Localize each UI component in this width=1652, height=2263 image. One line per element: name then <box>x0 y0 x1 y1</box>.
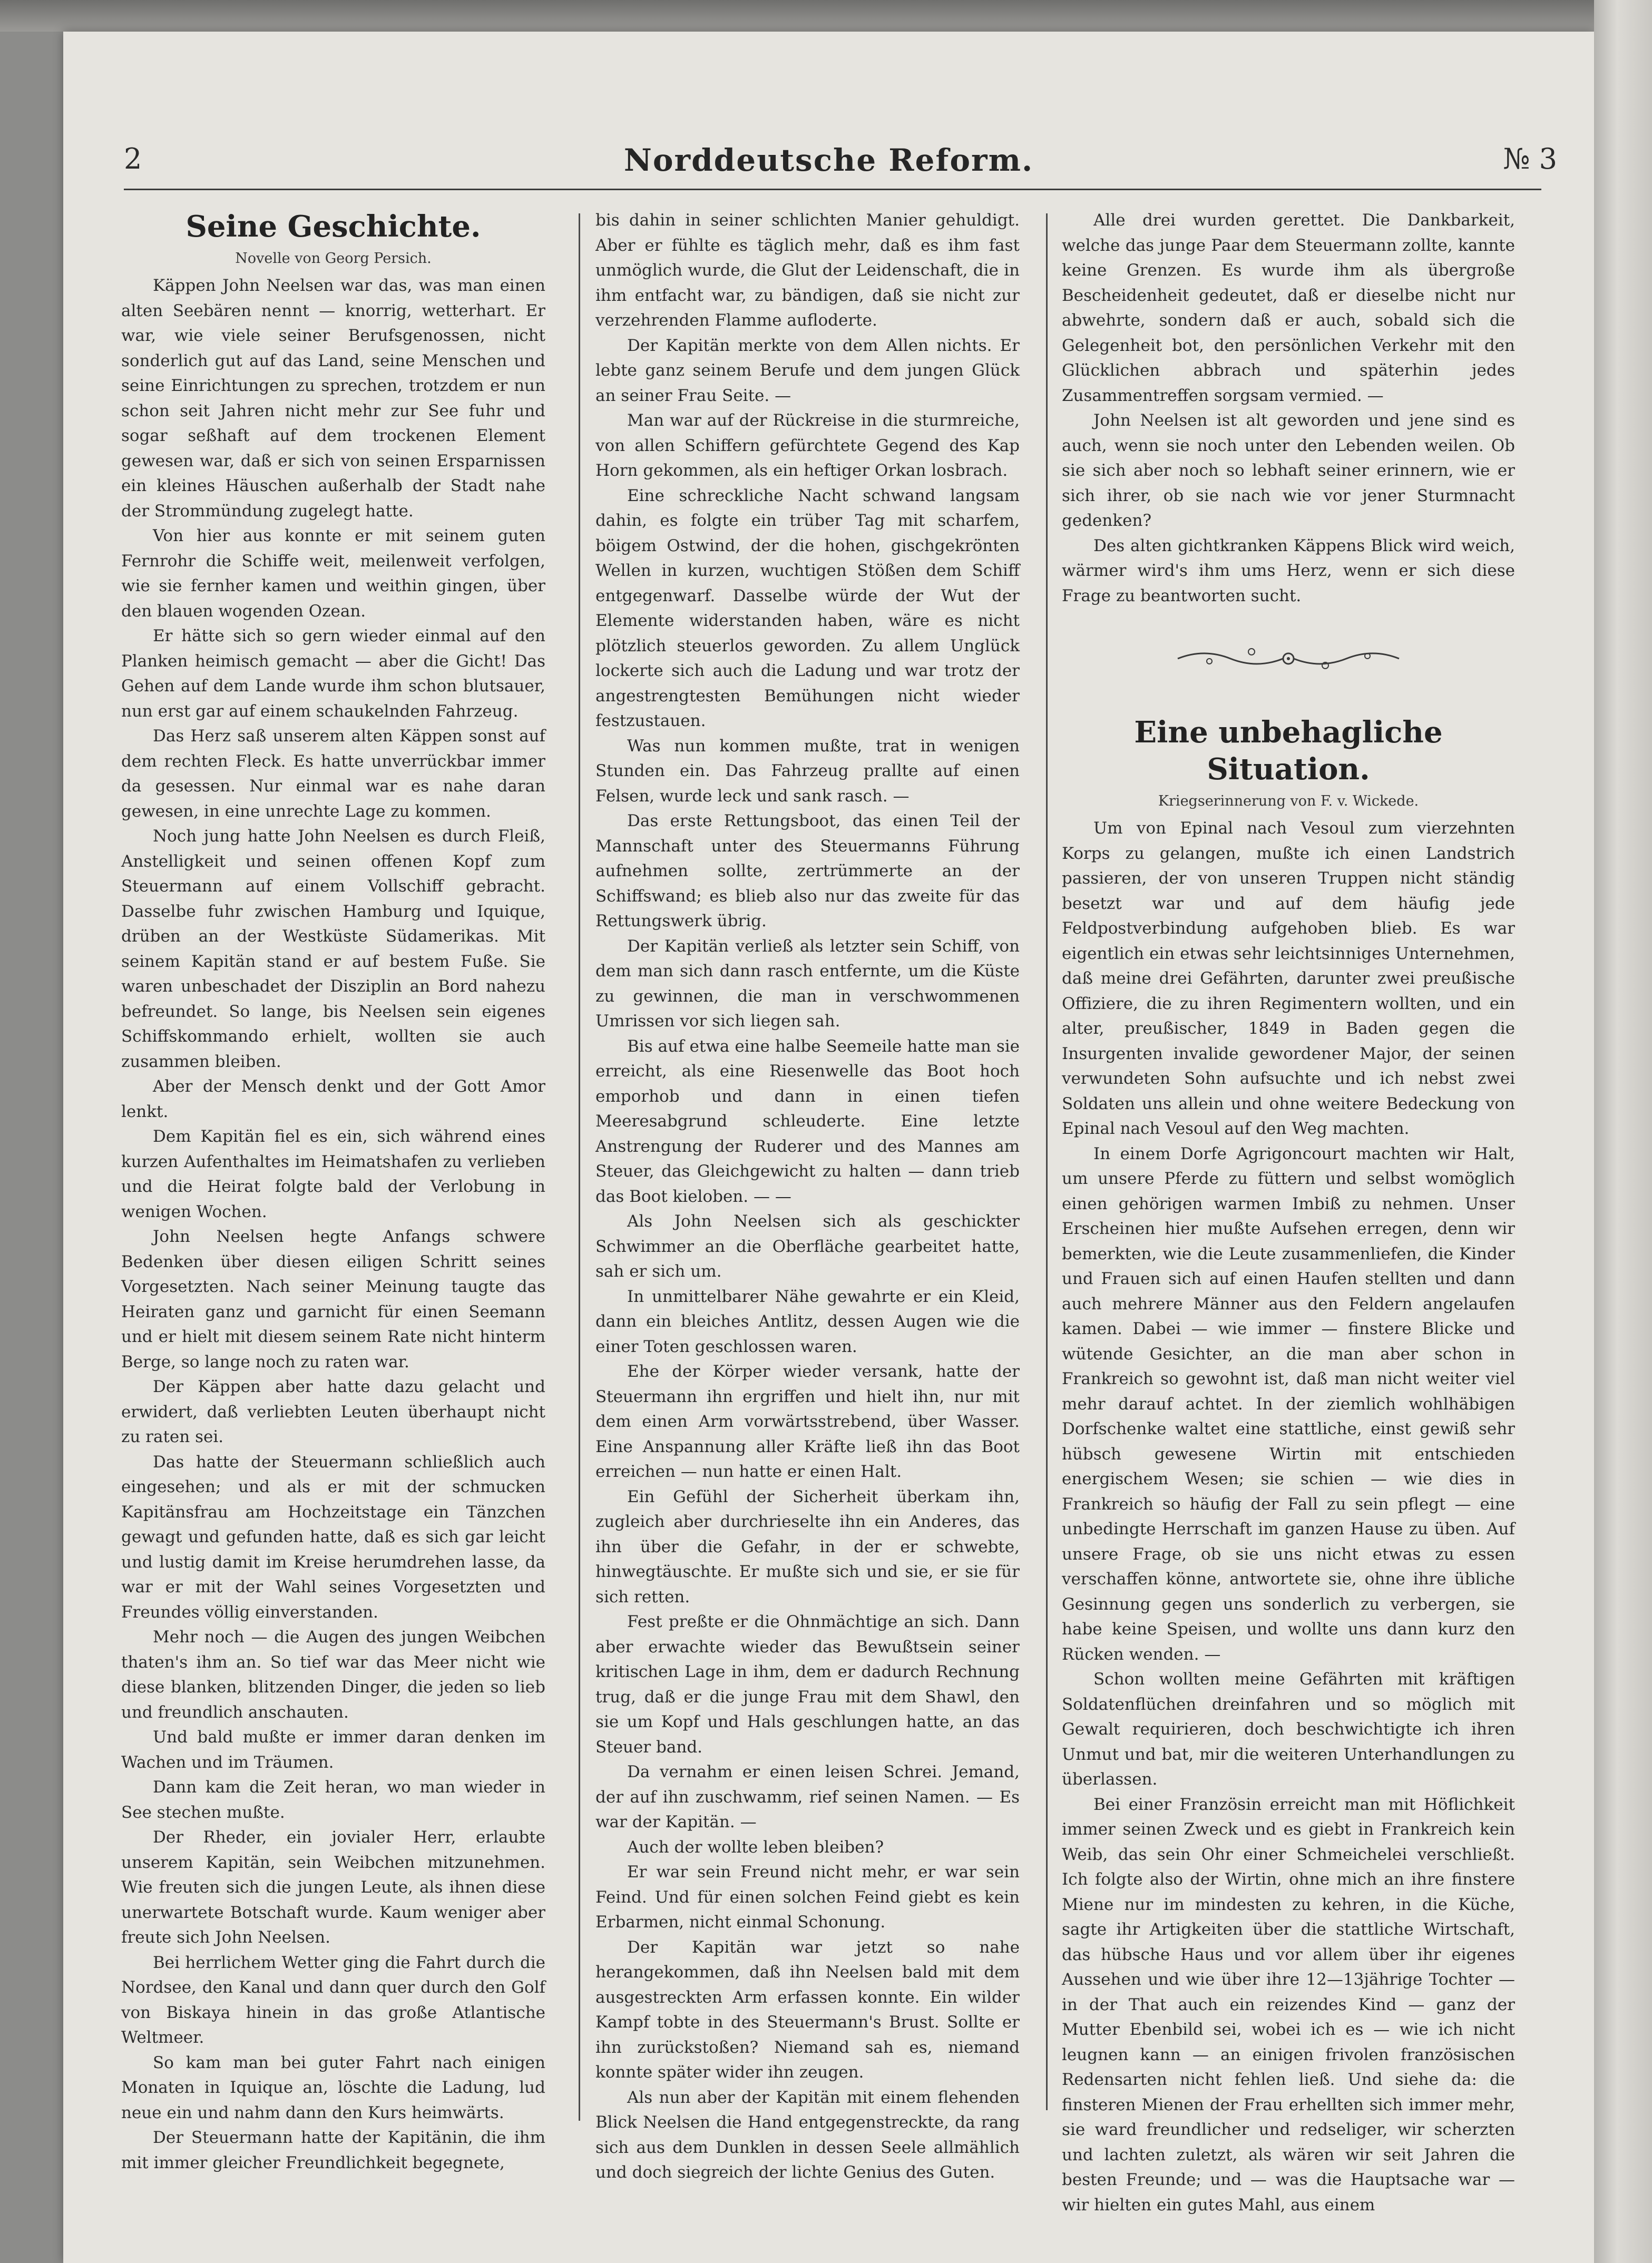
scan-top-edge <box>0 0 1594 32</box>
paragraph: Der Kapitän war jetzt so nahe herangekommen, daß ihn Neelsen bald mit dem ausgestreckten Arm erfassen konnte. Ein wilder Kampf tobte in des Steuermann's Brust. Sollte er ihn zurückstoßen? Niemand sah es, niemand konnte später wider ihn zeugen. <box>595 1937 1020 2082</box>
paragraph: In einem Dorfe Agrigoncourt machten wir Halt, um unsere Pferde zu füttern und selbst womöglich einen gehörigen warmen Imbiß zu nehmen. Unser Erscheinen hier mußte Aufsehen erregen, denn wir bemerkten, wie die Leute zusammenliefen, die Kinder und Frauen sich auf einen Haufen stellten und dann auch mehrere Männer aus den Feldern angelaufen kamen. Dabei — wie immer — finstere Blicke und wütende Gesichter, an die man aber schon in Frankreich so gewohnt ist, daß man nicht weiter viel mehr darauf achtet. In der ziemlich wohlhäbigen Dorfschenke waltet eine stattliche, einst gewiß sehr hübsch gewesene Wirtin mit entschieden energischem Wesen; sie schien — wie dies in Frankreich so häufig der Fall zu sein pflegt — eine unbedingte Herrschaft im ganzen Hause zu üben. Auf unsere Frage, ob sie uns nicht etwas zu essen verschaffen könne, antwortete sie, ohne ihre übliche Gesinnung gegen uns sonderlich zu verbergen, sie habe keine Speisen, und wollte uns dann kurz den Rücken wenden. — <box>1062 1144 1515 1664</box>
paragraph: Bis auf etwa eine halbe Seemeile hatte man sie erreicht, als eine Riesenwelle das Boot hoch emporhob und dann in einen tiefen Meeresabgrund schleuderte. Eine letzte Anstrengung der Ruderer und des Mannes am Steuer, das Gleichgewicht zu halten — dann trieb das Boot kieloben. — — <box>595 1036 1020 1206</box>
paragraph: Bei herrlichem Wetter ging die Fahrt durch die Nordsee, den Kanal und dann quer durch den Golf von Biskaya hinein in das große Atlantische Weltmeer. <box>121 1953 545 2047</box>
masthead-title: Norddeutsche Reform. <box>623 142 1034 178</box>
paragraph: Schon wollten meine Gefährten mit kräftigen Soldatenflüchen dreinfahren und so möglich mit Gewalt requirieren, doch beschwichtigte ich ihren Unmut und bat, mir die weiteren Unterhandlungen zu überlassen. <box>1062 1670 1515 1789</box>
paragraph: Das Herz saß unserem alten Käppen sonst auf dem rechten Fleck. Es hatte unverrückbar immer da gesessen. Nur einmal war es nahe daran gewesen, in eine unrechte Lage zu kommen. <box>121 727 545 821</box>
paragraph: Eine schreckliche Nacht schwand langsam dahin, es folgte ein trüber Tag mit scharfem, böigem Ostwind, der die hohen, gischgekrönten Wellen in kurzen, wuchtigen Stößen dem Schiff entgegenwarf. Dasselbe würde der Wut der Elemente widerstanden haben, wäre es nicht plötzlich steuerlos geworden. Zu allem Unglück lockerte sich auch die Ladung und war trotz der angestrengtesten Bemühungen nicht wieder festzustauen. <box>595 486 1020 730</box>
paragraph: Fest preßte er die Ohnmächtige an sich. Dann aber erwachte wieder das Bewußtsein seiner kritischen Lage in ihm, dem er dadurch Rechnung trug, daß er die junge Frau mit dem Shawl, den sie um Kopf und Hals geschlungen hatte, an das Steuer band. <box>595 1612 1020 1757</box>
paragraph: Er war sein Freund nicht mehr, er war sein Feind. Und für einen solchen Feind giebt es kein Erbarmen, nicht einmal Schonung. <box>595 1863 1020 1932</box>
paragraph: Das erste Rettungsboot, das einen Teil der Mannschaft unter des Steuermanns Führung aufnehmen sollte, zertrümmerte an der Schiffswand; es blieb also nur das zweite für das Rettungswerk übrig. <box>595 811 1020 930</box>
paragraph: Und bald mußte er immer daran denken im Wachen und im Träumen. <box>121 1728 545 1772</box>
paragraph: Der Kapitän merkte von dem Allen nichts. Er lebte ganz seinem Berufe und dem jungen Glück an seiner Frau Seite. — <box>595 336 1020 405</box>
paragraph: Der Kapitän verließ als letzter sein Schiff, von dem man sich dann rasch entfernte, um die Küste zu gewinnen, die man in verschwommenen Umrissen vor sich liegen sah. <box>595 936 1020 1031</box>
paragraph: Mehr noch — die Augen des jungen Weibchen thaten's ihm an. So tief war das Meer nicht wie diese blanken, blitzenden Dinger, die jeden so lieb und freundlich anschauten. <box>121 1628 545 1722</box>
paragraph: Der Steuermann hatte der Kapitänin, die ihm mit immer gleicher Freundlichkeit begegnete, <box>121 2128 545 2172</box>
story-byline: Novelle von Georg Persich. <box>235 250 432 267</box>
paragraph: Der Rheder, ein jovialer Herr, erlaubte unserem Kapitän, sein Weibchen mitzunehmen. Wie freuten sich die jungen Leute, als ihnen diese unerwartete Botschaft wurde. Kaum weniger aber freute sich John Neelsen. <box>121 1828 545 1947</box>
paragraph: Bei einer Französin erreicht man mit Höflichkeit immer seinen Zweck und es giebt in Frankreich kein Weib, das sein Ohr einer Schmeichelei verschließt. Ich folgte also der Wirtin, ohne mich an ihre finstere Miene nur im mindesten zu kehren, in die Küche, sagte ihr Artigkeiten über die stattliche Wirtschaft, das hübsche Haus und vor allem über ihr eigenes Aussehen und wie über ihre 12—13jährige Tochter — in der That auch ein reizendes Kind — ganz der Mutter Ebenbild sei, wobei ich es — wie ich nicht leugnen kann — an einigen frivolen französischen Redensarten nicht fehlen ließ. Und siehe da: die finsteren Mienen der Frau erhellten sich immer mehr, sie ward freundlicher und redseliger, wir scherzten und lachten zuletzt, als wären wir seit Jahren die besten Freunde; und — was die Hauptsache war — wir hielten ein gutes Mahl, aus einem <box>1062 1795 1515 2215</box>
page-header <box>63 142 1594 184</box>
section-ornament <box>1062 640 1515 677</box>
page-number: 2 <box>124 142 142 175</box>
paragraph: Dem Kapitän fiel es ein, sich während eines kurzen Aufenthaltes im Heimatshafen zu verlieben und die Heirat folgte bald der Verlobung in wenigen Wochen. <box>121 1127 545 1221</box>
paragraph: Von hier aus konnte er mit seinem guten Fernrohr die Schiffe weit, meilenweit verfolgen, wie sie fernher kamen und weithin gingen, über den blauen wogenden Ozean. <box>121 526 545 621</box>
paragraph: Des alten gichtkranken Käppens Blick wird weich, wärmer wird's ihm ums Herz, wenn er sich diese Frage zu beantworten sucht. <box>1062 536 1515 605</box>
column-2 <box>595 208 1020 2186</box>
paragraph: Er hätte sich so gern wieder einmal auf den Planken heimisch gemacht — aber die Gicht! Das Gehen auf dem Lande wurde ihm schon blutsauer, nun erst gar auf einem schaukelnden Fahrzeug. <box>121 626 545 721</box>
paragraph: Der Käppen aber hatte dazu gelacht und erwidert, daß verliebten Leuten überhaupt nicht zu raten sei. <box>121 1377 545 1446</box>
paragraph: Käppen John Neelsen war das, was man einen alten Seebären nennt — knorrig, wetterhart. Er war, wie viele seiner Berufsgenossen, nicht sonderlich gut auf das Land, seine Menschen und seine Einrichtungen zu sprechen, trotzdem er nun schon seit Jahren nicht mehr zur See fuhr und sogar seßhaft auf dem trockenen Element gewesen war, daß er sich von seinen Ersparnissen ein kleines Häuschen außerhalb der Stadt nahe der Strommündung zugelegt hatte. <box>121 276 545 521</box>
issue-number: № 3 <box>1503 142 1557 175</box>
column-divider-2 <box>1046 213 1048 2110</box>
story-title: Eine unbehagliche Situation. <box>1134 715 1443 787</box>
column-divider-1 <box>579 213 580 2121</box>
paragraph: Dann kam die Zeit heran, wo man wieder in See stechen mußte. <box>121 1778 545 1822</box>
paragraph: Ehe der Körper wieder versank, hatte der Steuermann ihn ergriffen und hielt ihn, nur mit dem einen Arm vorwärtsstrebend, über Wasser. Eine Anspannung aller Kräfte ließ ihn das Boot erreichen — nun hatte er einen Halt. <box>595 1362 1020 1481</box>
paragraph: bis dahin in seiner schlichten Manier gehuldigt. Aber er fühlte es täglich mehr, daß es ihm fast unmöglich wurde, die Glut der Leidenschaft, die in ihm entfacht war, zu bändigen, daß sie nicht zur verzehrenden Flamme aufloderte. <box>595 211 1020 330</box>
paragraph: Das hatte der Steuermann schließlich auch eingesehen; und als er mit der schmucken Kapitänsfrau am Hochzeitstage ein Tänzchen gewagt und gefunden hatte, daß es sich gar leicht und lustig damit im Kreise herumdrehen lasse, da war er mit der Wahl seines Vorgesetzten und Freundes völlig einverstanden. <box>121 1452 545 1622</box>
paragraph: Alle drei wurden gerettet. Die Dankbarkeit, welche das junge Paar dem Steuermann zollte, kannte keine Grenzen. Es wurde ihm als übergroße Bescheidenheit gedeutet, daß er dieselbe nicht nur abwehrte, sondern daß er auch, sobald sich die Gelegenheit bot, den persönlichen Verkehr mit den Glücklichen abbrach und späterhin jedes Zusammentreffen sorgsam vermied. — <box>1062 211 1515 405</box>
story-body-col1 <box>121 273 545 2176</box>
floral-ornament-icon <box>1172 640 1404 677</box>
header-rule <box>124 189 1541 190</box>
paragraph: Ein Gefühl der Sicherheit überkam ihn, zugleich aber durchrieselte ihn ein Anderes, das ihn über die Gefahr, in der er schwebte, hinwegtäuschte. Er mußte sich und sie, er sie für sich retten. <box>595 1487 1020 1606</box>
paragraph: Man war auf der Rückreise in die sturmreiche, von allen Schiffern gefürchtete Gegend des Kap Horn gekommen, als ein heftiger Orkan losbrach. <box>595 411 1020 480</box>
column-1 <box>121 208 545 2176</box>
story-title: Seine Geschichte. <box>185 209 481 244</box>
paragraph: Noch jung hatte John Neelsen es durch Fleiß, Anstelligkeit und seinen offenen Kopf zum Steuermann auf einem Vollschiff gebracht. Dasselbe fuhr zwischen Hamburg und Iquique, drüben an der Westküste Südamerikas. Mit seinem Kapitän stand er auf bestem Fuße. Sie waren unbeschadet der Disziplin an Bord nahezu befreundet. So lange, bis Neelsen sein eigenes Schiffskommando erhielt, wollten sie auch zusammen bleiben. <box>121 827 545 1071</box>
paragraph: John Neelsen ist alt geworden und jene sind es auch, wenn sie noch unter den Lebenden weilen. Ob sie sich aber noch so lebhaft seiner erinnern, wie er sich ihrer, ob sie nach wie vor jener Sturmnacht gedenken? <box>1062 411 1515 530</box>
paragraph: Da vernahm er einen leisen Schrei. Jemand, der auf ihn zuschwamm, rief seinen Namen. — Es war der Kapitän. — <box>595 1762 1020 1831</box>
story-byline: Kriegserinnerung von F. v. Wickede. <box>1158 793 1419 809</box>
paragraph: Aber der Mensch denkt und der Gott Amor lenkt. <box>121 1077 545 1121</box>
paragraph: John Neelsen hegte Anfangs schwere Bedenken über diesen eiligen Schritt seines Vorgesetzten. Nach seiner Meinung taugte das Heiraten ganz und garnicht für einen Seemann und er hielt mit diesem seinem Rate nicht hinterm Berge, so lange noch zu raten war. <box>121 1227 545 1371</box>
paragraph: Als John Neelsen sich als geschickter Schwimmer an die Oberfläche gearbeitet hatte, sah er sich um. <box>595 1212 1020 1281</box>
paragraph: Was nun kommen mußte, trat in wenigen Stunden ein. Das Fahrzeug prallte auf einen Felsen, wurde leck und sank rasch. — <box>595 736 1020 806</box>
scan-right-edge <box>1594 0 1652 2263</box>
paragraph: So kam man bei guter Fahrt nach einigen Monaten in Iquique an, löschte die Ladung, lud neue ein und nahm dann den Kurs heimwärts. <box>121 2053 545 2122</box>
column-3 <box>1062 208 1515 2218</box>
paragraph: Auch der wollte leben bleiben? <box>627 1837 884 1857</box>
paragraph: Als nun aber der Kapitän mit einem flehenden Blick Neelsen die Hand entgegenstreckte, da rang sich aus dem Dunklen in dessen Seele allmählich und doch siegreich der lichte Genius des Guten. <box>595 2088 1020 2182</box>
paragraph: Um von Epinal nach Vesoul zum vierzehnten Korps zu gelangen, mußte ich einen Landstrich passieren, der von unseren Truppen nicht ständig besetzt war und auf dem häufig jede Feldpostverbindung aufgehoben blieb. Es war eigentlich ein etwas sehr leichtsinniges Unternehmen, daß meine drei Gefährten, darunter zwei preußische Offiziere, die zu ihren Regimentern wollten, und ein alter, preußischer, 1849 in Baden gegen die Insurgenten invalide gewordener Major, der seinen verwundeten Sohn aufsuchte und ich nebst zwei Soldaten uns allein und ohne weitere Bedeckung von Epinal nach Vesoul auf den Weg machten. <box>1062 819 1515 1138</box>
paragraph: In unmittelbarer Nähe gewahrte er ein Kleid, dann ein bleiches Antlitz, dessen Augen wie die einer Toten geschlossen waren. <box>595 1287 1020 1356</box>
